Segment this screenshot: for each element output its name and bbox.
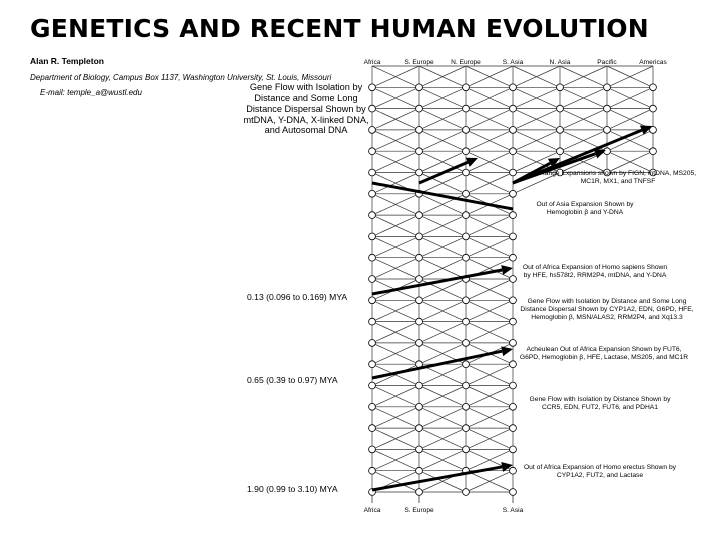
population-node (557, 148, 564, 155)
population-node (369, 148, 376, 155)
slide-title: GENETICS AND RECENT HUMAN EVOLUTION (30, 14, 649, 43)
population-node (510, 254, 517, 261)
annotation-out-of-africa-erectus: Out of Africa Expansion of Homo erectus Shown by CYP1A2, FUT2, and Lactase (523, 464, 677, 480)
acheulean-expansion-arrow-head (501, 346, 513, 356)
population-node (604, 105, 611, 112)
population-node (510, 489, 517, 496)
population-node (510, 126, 517, 133)
population-node (557, 126, 564, 133)
population-node (416, 489, 423, 496)
population-node (510, 276, 517, 283)
author-email: E-mail: temple_a@wustl.edu (40, 88, 142, 97)
population-node (416, 318, 423, 325)
population-node (510, 318, 517, 325)
out-of-asia-line (372, 183, 513, 209)
population-node (510, 169, 517, 176)
population-node (369, 233, 376, 240)
population-node (463, 212, 470, 219)
author-name: Alan R. Templeton (30, 56, 104, 66)
column-label-pacific: Pacific (597, 59, 617, 66)
population-node (510, 403, 517, 410)
population-node (463, 148, 470, 155)
annotation-out-of-asia: Out of Asia Expansion Shown by Hemoglobin β and Y-DNA (536, 201, 634, 217)
time-label-1-90: 1.90 (0.99 to 3.10) MYA (247, 484, 338, 494)
population-node (557, 105, 564, 112)
population-node (463, 446, 470, 453)
population-node (604, 84, 611, 91)
population-node (463, 297, 470, 304)
population-node (510, 190, 517, 197)
column-label-s-europe: S. Europe (404, 59, 434, 66)
population-node (510, 212, 517, 219)
column-label-n-europe: N. Europe (451, 59, 481, 66)
column-label-americas: Americas (639, 59, 667, 66)
annotation-out-of-africa-sapiens: Out of Africa Expansion of Homo sapiens Shown by HFE, hs578t2, RRM2P4, mtDNA, and Y-DNA (522, 264, 668, 280)
population-node (369, 446, 376, 453)
population-node (416, 403, 423, 410)
time-label-0-65: 0.65 (0.39 to 0.97) MYA (247, 375, 338, 385)
population-node (510, 467, 517, 474)
population-node (369, 382, 376, 389)
population-node (510, 233, 517, 240)
population-node (510, 382, 517, 389)
population-node (510, 297, 517, 304)
population-node (369, 190, 376, 197)
population-node (463, 233, 470, 240)
column-label-n-asia: N. Asia (549, 59, 571, 66)
annotation-acheulean-expansion: Acheulean Out of Africa Expansion Shown by FUT6, G6PD, Hemoglobin β, HFE, Lactase, MS205, and MC1R (519, 346, 689, 362)
out-of-africa-sapiens-arrow (372, 270, 502, 294)
population-node (369, 169, 376, 176)
population-node (369, 403, 376, 410)
author-department: Department of Biology, Campus Box 1137, Washington University, St. Louis, Missouri (30, 73, 332, 82)
population-node (650, 126, 657, 133)
population-node (463, 403, 470, 410)
population-node (369, 467, 376, 474)
population-node (369, 425, 376, 432)
population-node (463, 340, 470, 347)
population-node (416, 233, 423, 240)
population-node (463, 382, 470, 389)
bottom-label-s-asia: S. Asia (502, 507, 524, 514)
annotation-range-expansions: Range Expansions shown by FIGN, mtDNA, MS205, MC1R, MX1, and TNFSF (539, 170, 697, 186)
population-node (416, 467, 423, 474)
population-node (369, 340, 376, 347)
population-node (510, 425, 517, 432)
population-node (416, 297, 423, 304)
population-node (463, 169, 470, 176)
out-of-africa-sapiens-arrow-head (501, 265, 513, 275)
population-node (416, 254, 423, 261)
population-node (416, 84, 423, 91)
column-label-s-asia: S. Asia (502, 59, 524, 66)
population-node (510, 105, 517, 112)
column-label-africa: Africa (363, 59, 381, 66)
population-node (416, 425, 423, 432)
population-node (416, 340, 423, 347)
population-node (510, 361, 517, 368)
population-node (416, 276, 423, 283)
population-node (369, 318, 376, 325)
population-node (416, 169, 423, 176)
population-node (650, 148, 657, 155)
population-node (416, 212, 423, 219)
population-node (650, 105, 657, 112)
population-node (510, 340, 517, 347)
population-node (416, 148, 423, 155)
population-node (463, 361, 470, 368)
bottom-label-africa: Africa (363, 507, 381, 514)
population-node (369, 254, 376, 261)
population-node (463, 105, 470, 112)
annotation-gene-flow-isolation: Gene Flow with Isolation by Distance Shown by CCR5, EDN, FUT2, FUT6, and PDHA1 (529, 396, 671, 412)
gene-flow-label: Gene Flow with Isolation by Distance and Some Long Distance Dispersal Shown by mtDNA, Y-DNA, X-linked DNA, and Autosomal DNA (243, 82, 369, 136)
population-node (463, 425, 470, 432)
population-node (463, 84, 470, 91)
population-node (510, 446, 517, 453)
population-node (510, 84, 517, 91)
population-node (463, 126, 470, 133)
population-node (463, 489, 470, 496)
population-node (650, 84, 657, 91)
bottom-label-s-europe: S. Europe (404, 507, 434, 514)
population-node (369, 361, 376, 368)
population-node (510, 148, 517, 155)
population-node (416, 105, 423, 112)
population-node (369, 297, 376, 304)
population-node (369, 276, 376, 283)
population-node (416, 446, 423, 453)
population-node (416, 126, 423, 133)
annotation-gene-flow-long-distance: Gene Flow with Isolation by Distance and Some Long Distance Dispersal Shown by CYP1A2, EDN, G6PD, HFE, Hemoglobin β, MSN/ALAS2, RRM2P4, and Xq13.3 (520, 298, 694, 322)
population-node (463, 318, 470, 325)
population-node (369, 212, 376, 219)
population-node (416, 382, 423, 389)
population-node (463, 254, 470, 261)
time-label-0-13: 0.13 (0.096 to 0.169) MYA (247, 292, 348, 302)
population-node (604, 126, 611, 133)
population-node (557, 84, 564, 91)
population-node (463, 190, 470, 197)
